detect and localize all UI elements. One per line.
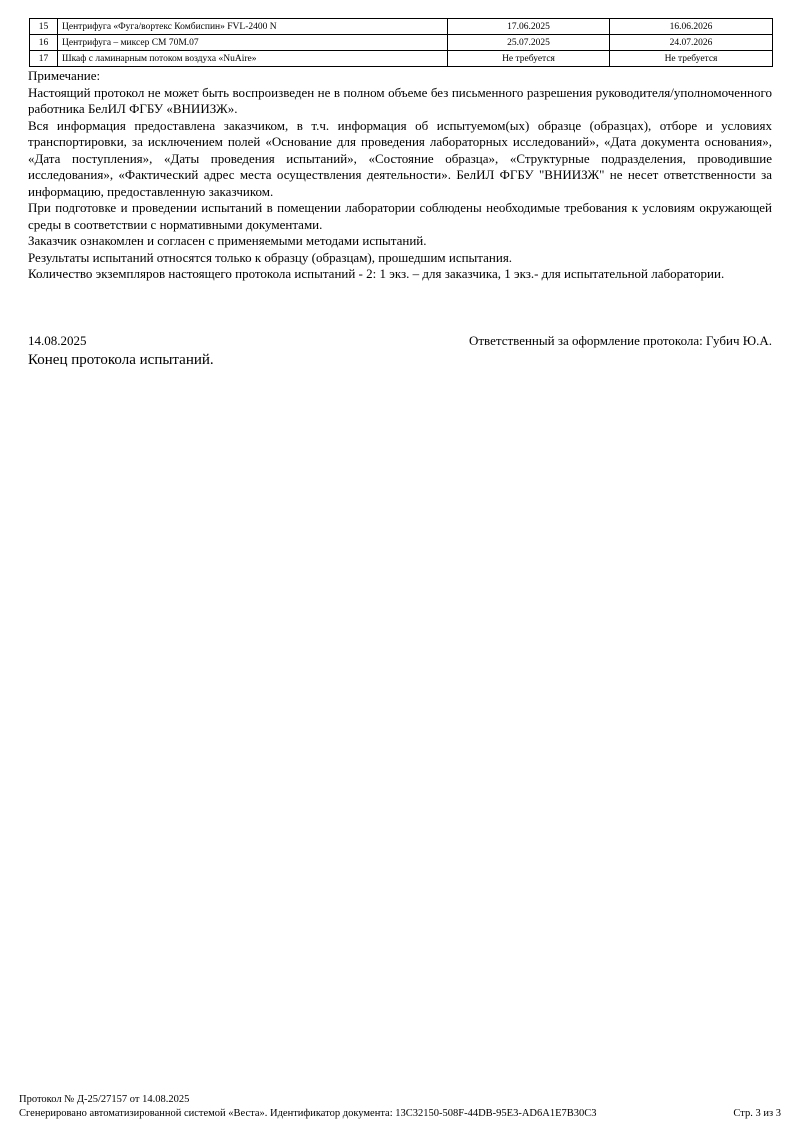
verification-date: 25.07.2025 bbox=[448, 35, 610, 51]
table-row bbox=[30, 51, 773, 67]
row-number: 17 bbox=[30, 51, 58, 67]
row-number: 15 bbox=[30, 19, 58, 35]
verification-date: Не требуется bbox=[448, 51, 610, 67]
equipment-name: Шкаф с ламинарным потоком воздуха «NuAire» bbox=[58, 51, 448, 67]
equipment-table bbox=[29, 18, 773, 67]
valid-until-date: 16.06.2026 bbox=[610, 19, 773, 35]
end-of-protocol: Конец протокола испытаний. bbox=[28, 352, 214, 368]
page-number: Стр. 3 из 3 bbox=[733, 1108, 781, 1119]
table-row bbox=[30, 19, 773, 35]
note-paragraph: Результаты испытаний относятся только к образцу (образцам), прошедшим испытания. bbox=[28, 249, 513, 265]
footer-generated-by: Сгенерировано автоматизированной системой «Веста». Идентификатор документа: 13C32150-508F-44DB-95E3-AD6A1E7B30C3 bbox=[19, 1108, 597, 1119]
note-paragraph: При подготовке и проведении испытаний в помещении лаборатории соблюдены необходимые требования к условиям окружающей среды в соответствии с нормативными документами. bbox=[28, 200, 772, 232]
notes-section bbox=[28, 68, 772, 283]
note-paragraph: Заказчик ознакомлен и согласен с применяемыми методами испытаний. bbox=[28, 233, 427, 248]
valid-until-date: Не требуется bbox=[610, 51, 773, 67]
responsible-person: Ответственный за оформление протокола: Губич Ю.А. bbox=[468, 333, 772, 348]
equipment-name: Центрифуга «Фуга/вортекс Комбиспин» FVL-2400 N bbox=[58, 19, 448, 35]
table-row bbox=[30, 35, 773, 51]
note-paragraph: Вся информация предоставлена заказчиком, в т.ч. информация об испытуемом(ых) образце (образцах), отборе и условиях транспортировки, за исключением полей «Основание для проведения лабораторных исследований», «Дата документа основания», «Дата поступления», «Даты проведения испытаний», «Состояние образца», «Структурные подразделения, проводившие исследования», «Фактический адрес места осуществления деятельности». БелИЛ ФГБУ "ВНИИЗЖ" не несет ответственности за информацию, предоставленную заказчиком. bbox=[28, 117, 772, 199]
notes-heading: Примечание: bbox=[28, 68, 101, 83]
row-number: 16 bbox=[30, 35, 58, 51]
valid-until-date: 24.07.2026 bbox=[610, 35, 773, 51]
note-paragraph: Количество экземпляров настоящего протокола испытаний - 2: 1 экз. – для заказчика, 1 экз.- для испытательной лаборатории. bbox=[28, 266, 725, 281]
equipment-name: Центрифуга – миксер СМ 70М.07 bbox=[58, 35, 448, 51]
note-paragraph: Настоящий протокол не может быть воспроизведен не в полном объеме без письменного разрешения руководителя/уполномоченного работника БелИЛ ФГБУ «ВНИИЗЖ». bbox=[28, 84, 772, 116]
verification-date: 17.06.2025 bbox=[448, 19, 610, 35]
protocol-date: 14.08.2025 bbox=[28, 333, 87, 348]
footer-protocol-number: Протокол № Д-25/27157 от 14.08.2025 bbox=[19, 1094, 190, 1105]
